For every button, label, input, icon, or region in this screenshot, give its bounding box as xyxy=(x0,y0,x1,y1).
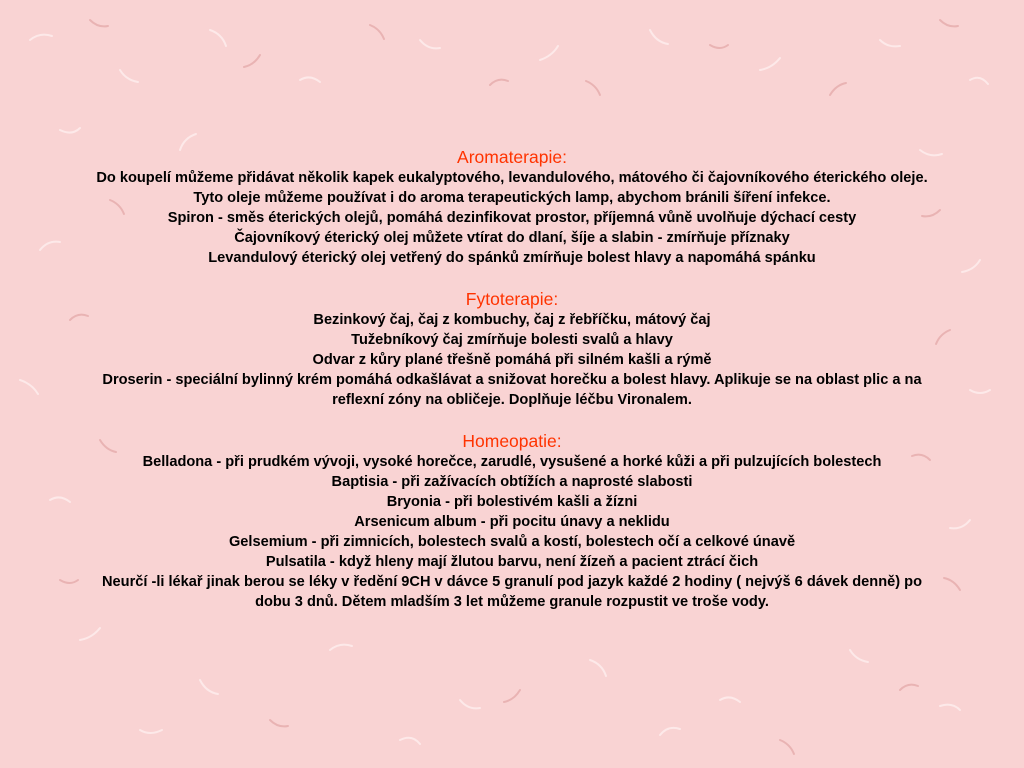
section-fytoterapie xyxy=(0,288,1024,410)
section-heading: Fytoterapie: xyxy=(465,289,559,309)
text-line: Tužebníkový čaj zmírňuje bolesti svalů a hlavy xyxy=(351,332,673,348)
text-line: Bezinkový čaj, čaj z kombuchy, čaj z řebříčku, mátový čaj xyxy=(313,312,711,328)
text-line: reflexní zóny na obličeje. Doplňuje léčbu Vironalem. xyxy=(332,392,692,408)
section-heading: Homeopatie: xyxy=(462,431,562,451)
text-line: Spiron - směs éterických olejů, pomáhá dezinfikovat prostor, příjemná vůně uvolňuje dýchací cesty xyxy=(167,210,857,226)
text-line: dobu 3 dnů. Dětem mladším 3 let můžeme granule rozpustit ve troše vody. xyxy=(255,594,769,610)
text-line: Tyto oleje můžeme používat i do aroma terapeutických lamp, abychom bránili šíření infekce. xyxy=(193,190,831,206)
slide-content xyxy=(0,146,1024,632)
section-aromaterapie xyxy=(0,146,1024,268)
text-line: Belladona - při prudkém vývoji, vysoké horečce, zarudlé, vysušené a horké kůži a při pulzujících bolestech xyxy=(142,454,882,470)
text-line: Baptisia - při zažívacích obtížích a naprosté slabosti xyxy=(331,474,693,490)
text-line: Odvar z kůry plané třešně pomáhá při silném kašli a rýmě xyxy=(312,352,712,368)
text-line: Levandulový éterický olej vetřený do spánků zmírňuje bolest hlavy a napomáhá spánku xyxy=(208,250,816,266)
section-homeopatie xyxy=(0,430,1024,612)
text-line: Bryonia - při bolestivém kašli a žízni xyxy=(386,494,638,510)
text-line: Do koupelí můžeme přidávat několik kapek eukalyptového, levandulového, mátového či čajovníkového éterického oleje. xyxy=(96,170,928,186)
text-line: Gelsemium - při zimnicích, bolestech svalů a kostí, bolestech očí a celkové únavě xyxy=(228,534,796,550)
text-line: Čajovníkový éterický olej můžete vtírat do dlaní, šíje a slabin - zmírňuje příznaky xyxy=(234,230,790,246)
text-line: Neurčí -li lékař jinak berou se léky v ředění 9CH v dávce 5 granulí pod jazyk každé 2 hodiny ( nejvýš 6 dávek denně) po xyxy=(102,574,922,590)
text-line: Arsenicum album - při pocitu únavy a neklidu xyxy=(354,514,670,530)
text-line: Droserin - speciální bylinný krém pomáhá odkašlávat a snižovat horečku a bolest hlavy. Aplikuje se na oblast plic a na xyxy=(102,372,922,388)
text-line: Pulsatila - když hleny mají žlutou barvu, není žízeň a pacient ztrácí čich xyxy=(265,554,759,570)
section-heading: Aromaterapie: xyxy=(457,147,567,167)
